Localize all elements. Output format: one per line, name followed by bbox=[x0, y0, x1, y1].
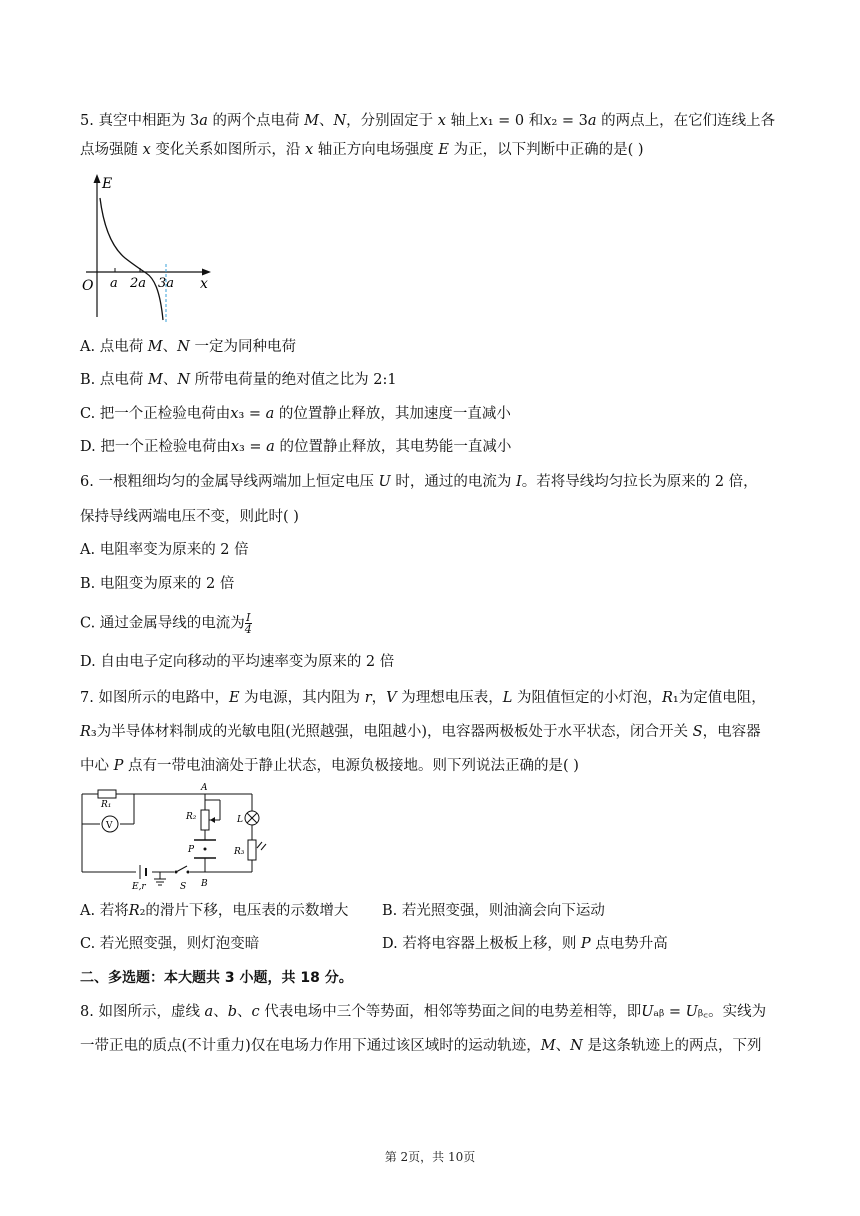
q6-line-2: 保持导线两端电压不变，则此时( ) bbox=[80, 509, 299, 525]
graph-tick-a: a bbox=[110, 276, 118, 291]
label-l: L bbox=[237, 815, 243, 825]
q7-line-1: 7. 如图所示的电路中，𝐸 为电源，其内阻为 𝑟，𝑉 为理想电压表，𝐿 为阻值恒定的小灯泡，𝑅₁为定值电阻， bbox=[80, 690, 766, 706]
q7-option-a: A. 若将𝑅₂的滑片下移，电压表的示数增大 bbox=[80, 903, 349, 919]
q7-options-row-2 bbox=[80, 934, 785, 954]
q5-line-1: 5. 真空中相距为 3𝑎 的两个点电荷 𝑀、𝑁，分别固定于 𝑥 轴上𝑥₁ = 0 和𝑥₂ = 3𝑎 的两点上，在它们连线上各 bbox=[80, 113, 776, 129]
graph-y-label: E bbox=[102, 176, 113, 192]
label-s: S bbox=[180, 882, 187, 892]
q6-option-c-text: C. 通过金属导线的电流为 bbox=[80, 615, 245, 632]
fraction-numerator: I bbox=[246, 611, 251, 624]
q7-option-b: B. 若光照变强，则油滴会向下运动 bbox=[382, 903, 605, 919]
section-title-multiple-choice: 二、多选题：本大题共 3 小题，共 18 分。 bbox=[80, 970, 353, 986]
page-number-footer: 第 2页，共 10页 bbox=[384, 1150, 476, 1164]
q5-line-2: 点场强随 𝑥 变化关系如图所示，沿 𝑥 轴正方向电场强度 𝐸 为正，以下判断中正确的是( ) bbox=[80, 142, 644, 158]
label-v: V bbox=[106, 821, 113, 831]
q6-option-b: B. 电阻变为原来的 2 倍 bbox=[80, 576, 235, 592]
label-a: A bbox=[201, 783, 208, 793]
label-b: B bbox=[201, 879, 208, 889]
q7-line-3: 中心 𝑃 点有一带电油滴处于静止状态，电源负极接地。则下列说法正确的是( ) bbox=[80, 758, 579, 774]
graph-x-label: x bbox=[200, 276, 208, 292]
q5-option-d: D. 把一个正检验电荷由𝑥₃ = 𝑎 的位置静止释放，其电势能一直减小 bbox=[80, 439, 512, 455]
label-e: E,r bbox=[132, 882, 146, 892]
fraction-denominator: 4 bbox=[244, 623, 252, 636]
q8-line-1: 8. 如图所示，虚线 𝑎、𝑏、𝑐 代表电场中三个等势面，相邻等势面之间的电势差相等，即𝑈ₐᵦ = 𝑈ᵦ꜀。实线为 bbox=[80, 1004, 767, 1020]
q6-option-d: D. 自由电子定向移动的平均速率变为原来的 2 倍 bbox=[80, 654, 395, 670]
q5-option-b: B. 点电荷 𝑀、𝑁 所带电荷量的绝对值之比为 2:1 bbox=[80, 372, 397, 388]
q6-option-c-fraction bbox=[245, 612, 252, 635]
graph-origin-label: O bbox=[82, 278, 94, 294]
q8-line-2: 一带正电的质点(不计重力)仅在电场力作用下通过该区域时的运动轨迹，𝑀、𝑁 是这条轨迹上的两点，下列 bbox=[80, 1038, 762, 1054]
graph-tick-2a: 2a bbox=[130, 276, 147, 291]
label-r2: R₂ bbox=[186, 812, 197, 822]
q5-option-a: A. 点电荷 𝑀、𝑁 一定为同种电荷 bbox=[80, 339, 296, 355]
graph-tick-3a: 3a bbox=[158, 276, 175, 291]
q7-option-c: C. 若光照变强，则灯泡变暗 bbox=[80, 936, 260, 952]
label-r1: R₁ bbox=[101, 800, 112, 810]
q7-options-row-1 bbox=[80, 901, 785, 921]
label-p: P bbox=[188, 845, 195, 855]
label-r3: R₃ bbox=[234, 847, 245, 857]
q7-option-d: D. 若将电容器上极板上移，则 𝑃 点电势升高 bbox=[382, 936, 668, 952]
q6-option-a: A. 电阻率变为原来的 2 倍 bbox=[80, 542, 249, 558]
q7-circuit-diagram bbox=[76, 782, 276, 894]
q6-line-1: 6. 一根粗细均匀的金属导线两端加上恒定电压 𝑈 时，通过的电流为 𝐼。若将导线均匀拉长为原来的 2 倍， bbox=[80, 474, 758, 490]
q7-line-2: 𝑅₃为半导体材料制成的光敏电阻(光照越强，电阻越小)，电容器两极板处于水平状态，闭合开关 𝑆，电容器 bbox=[80, 724, 761, 740]
q5-option-c: C. 把一个正检验电荷由𝑥₃ = 𝑎 的位置静止释放，其加速度一直减小 bbox=[80, 406, 511, 422]
q5-field-graph bbox=[78, 172, 218, 324]
q6-option-c bbox=[80, 612, 785, 635]
